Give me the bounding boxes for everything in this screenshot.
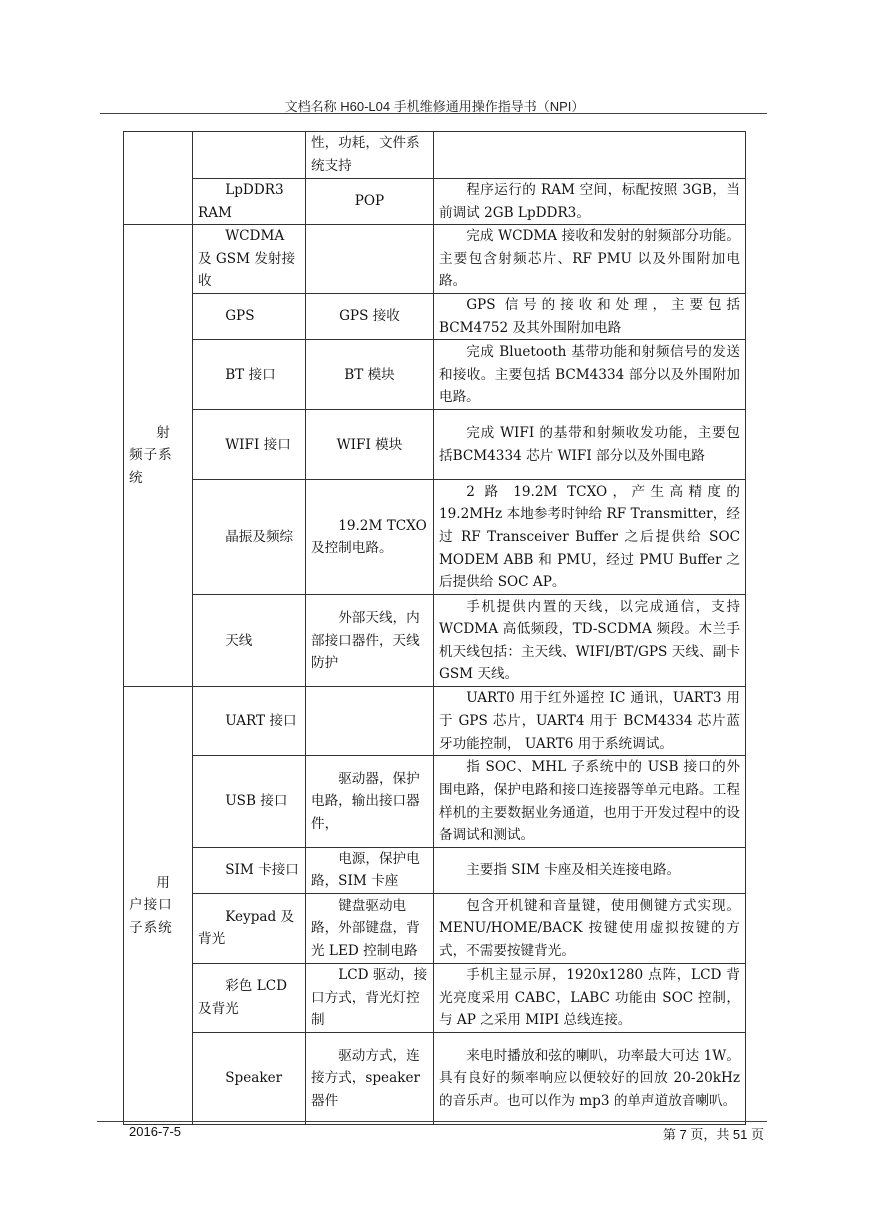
module-components: [306, 225, 434, 294]
module-components: POP: [306, 179, 434, 225]
group-label-line2: 户接口子系统: [129, 897, 173, 936]
module-name: Keypad 及背光: [193, 893, 306, 963]
group-label-line2: 频子系统: [129, 447, 173, 487]
table-row: [124, 893, 746, 963]
module-components: 外部天线，内部接口器件，天线防护: [306, 595, 434, 687]
module-components: 电源，保护电路，SIM 卡座: [306, 847, 434, 893]
module-name: LpDDR3 RAM: [193, 179, 306, 225]
table-row: [124, 340, 746, 410]
module-name: [193, 132, 306, 179]
group-cell-rf: [124, 225, 193, 687]
module-name: UART 接口: [193, 687, 306, 756]
group-cell-ui: [124, 687, 193, 1125]
module-description: 手机主显示屏，1920x1280 点阵，LCD 背光亮度采用 CABC，LABC 功能由 SOC 控制，与 AP 之采用 MIPI 总线连接。: [434, 963, 746, 1032]
module-components: BT 模块: [306, 340, 434, 410]
header-divider: [100, 113, 767, 114]
module-name: 晶振及频综: [193, 480, 306, 595]
table-row: [124, 847, 746, 893]
module-description: UART0 用于红外遥控 IC 通讯，UART3 用于 GPS 芯片，UART4 用于 BCM4334 芯片蓝牙功能控制， UART6 用于系统调试。: [434, 687, 746, 756]
group-cell-empty: [124, 132, 193, 225]
module-name: SIM 卡接口: [193, 847, 306, 893]
footer-divider: [97, 1121, 767, 1122]
module-description: 来电时播放和弦的喇叭，功率最大可达 1W。具有良好的频率响应以便较好的回放 20-20kHz 的音乐声。也可以作为 mp3 的单声道放音喇叭。: [434, 1032, 746, 1124]
module-description: 指 SOC、MHL 子系统中的 USB 接口的外围电路，保护电路和接口连接器等单元电路。工程样机的主要数据业务通道，也用于开发过程中的设备调试和测试。: [434, 756, 746, 847]
module-name: 彩色 LCD 及背光: [193, 963, 306, 1032]
table-row: [124, 132, 746, 179]
module-name: GPS: [193, 294, 306, 340]
module-name: Speaker: [193, 1032, 306, 1124]
module-description: 2 路 19.2M TCXO，产生高精度的 19.2MHz 本地参考时钟给 RF Transmitter，经过 RF Transceiver Buffer 之后提供给 SOC MODEM ABB 和 PMU，经过 PMU Buffer 之后提供给 SOC AP。: [434, 480, 746, 595]
module-components: 19.2M TCXO 及控制电路。: [306, 480, 434, 595]
module-description: 主要指 SIM 卡座及相关连接电路。: [434, 847, 746, 893]
table-row: [124, 1032, 746, 1124]
module-description: [434, 132, 746, 179]
module-components: 性，功耗，文件系统支持: [306, 132, 434, 179]
module-name: WIFI 接口: [193, 410, 306, 480]
page-header: 文档名称 H60-L04 手机维修通用操作指导书（NPI）: [284, 99, 585, 114]
page-number: 第 7 页，共 51 页: [662, 1127, 764, 1142]
module-components: 驱动方式，连接方式，speaker 器件: [306, 1032, 434, 1124]
module-components: 驱动器，保护电路，输出接口器件，: [306, 756, 434, 847]
table-row: [124, 294, 746, 340]
group-label-line1: 射: [156, 424, 171, 441]
module-description: 完成 WCDMA 接收和发射的射频部分功能。主要包含射频芯片、RF PMU 以及外围附加电路。: [434, 225, 746, 294]
module-description: GPS 信号的接收和处理，主要包括 BCM4752 及其外围附加电路: [434, 294, 746, 340]
module-description: 完成 Bluetooth 基带功能和射频信号的发送和接收。主要包括 BCM4334 部分以及外围附加电路。: [434, 340, 746, 410]
table-row: [124, 179, 746, 225]
module-components: GPS 接收: [306, 294, 434, 340]
table-row: [124, 963, 746, 1032]
module-name: 天线: [193, 595, 306, 687]
table-row: [124, 410, 746, 480]
table-row: [124, 756, 746, 847]
table-row: [124, 595, 746, 687]
module-components: 键盘驱动电路，外部键盘，背光 LED 控制电路: [306, 893, 434, 963]
table-row: [124, 225, 746, 294]
module-description: 手机提供内置的天线，以完成通信，支持 WCDMA 高低频段，TD-SCDMA 频段。木兰手机天线包括：主天线、WIFI/BT/GPS 天线、副卡 GSM 天线。: [434, 595, 746, 687]
module-description: 包含开机键和音量键，使用侧键方式实现。MENU/HOME/BACK 按键使用虚拟按键的方式，不需要按键背光。: [434, 893, 746, 963]
subsystem-table: [123, 131, 746, 1125]
module-name: BT 接口: [193, 340, 306, 410]
module-components: [306, 687, 434, 756]
module-name: WCDMA 及 GSM 发射接收: [193, 225, 306, 294]
module-name: USB 接口: [193, 756, 306, 847]
table-row: [124, 687, 746, 756]
table-row: [124, 480, 746, 595]
module-description: 程序运行的 RAM 空间，标配按照 3GB，当前调试 2GB LpDDR3。: [434, 179, 746, 225]
group-label-line1: 用: [156, 874, 171, 891]
footer-date: 2016-7-5: [129, 1124, 182, 1139]
module-description: 完成 WIFI 的基带和射频收发功能，主要包括BCM4334 芯片 WIFI 部分以及外围电路: [434, 410, 746, 480]
module-components: LCD 驱动，接口方式，背光灯控制: [306, 963, 434, 1032]
module-components: WIFI 模块: [306, 410, 434, 480]
